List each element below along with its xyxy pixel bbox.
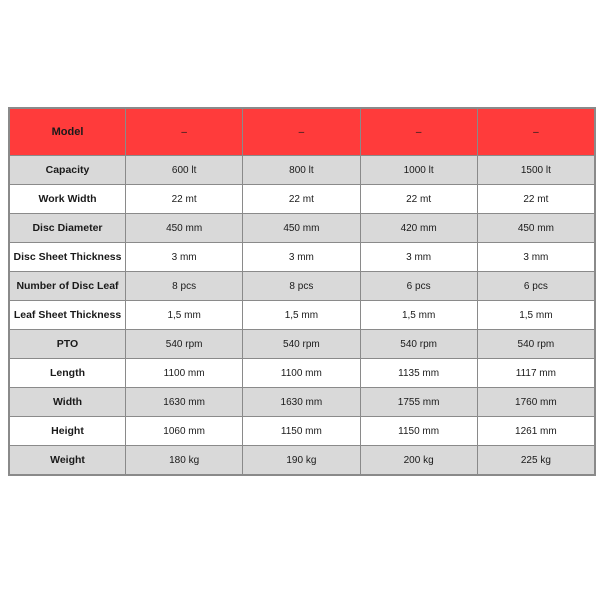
table-cell: 1100 mm [243,359,360,388]
table-cell: 3 mm [360,243,477,272]
table-cell: 450 mm [126,214,243,243]
table-row-weight [10,446,595,475]
table-cell: 800 lt [243,156,360,185]
table-row-width [10,388,595,417]
row-label: Leaf Sheet Thickness [10,301,126,330]
header-label: Model [10,109,126,156]
row-label: Length [10,359,126,388]
table-row-length [10,359,595,388]
header-model-cell-4: – [477,109,594,156]
row-label: Disc Diameter [10,214,126,243]
table-cell: 1500 lt [477,156,594,185]
table-cell: 22 mt [126,185,243,214]
table-cell: 225 kg [477,446,594,475]
spec-table-container [8,107,596,476]
table-cell: 3 mm [477,243,594,272]
table-cell: 1760 mm [477,388,594,417]
table-cell: 1261 mm [477,417,594,446]
table-cell: 1,5 mm [243,301,360,330]
table-cell: 540 rpm [360,330,477,359]
table-cell: 190 kg [243,446,360,475]
table-cell: 1000 lt [360,156,477,185]
table-cell: 22 mt [360,185,477,214]
row-label: Weight [10,446,126,475]
table-cell: 1,5 mm [477,301,594,330]
table-row-disc-diameter [10,214,595,243]
table-cell: 180 kg [126,446,243,475]
table-cell: 3 mm [243,243,360,272]
table-row-disc-sheet-thickness [10,243,595,272]
table-cell: 1755 mm [360,388,477,417]
table-cell: 1150 mm [243,417,360,446]
table-cell: 6 pcs [477,272,594,301]
table-cell: 22 mt [477,185,594,214]
table-cell: 1150 mm [360,417,477,446]
table-cell: 1,5 mm [360,301,477,330]
table-cell: 200 kg [360,446,477,475]
header-model-cell-1: – [126,109,243,156]
row-label: Height [10,417,126,446]
row-label: PTO [10,330,126,359]
table-cell: 8 pcs [243,272,360,301]
table-cell: 1060 mm [126,417,243,446]
table-cell: 1135 mm [360,359,477,388]
header-model-cell-2: – [243,109,360,156]
row-label: Work Width [10,185,126,214]
table-cell: 1630 mm [243,388,360,417]
table-cell: 600 lt [126,156,243,185]
table-cell: 6 pcs [360,272,477,301]
table-row-height [10,417,595,446]
row-label: Disc Sheet Thickness [10,243,126,272]
table-cell: 1100 mm [126,359,243,388]
header-row [10,109,595,156]
table-row-capacity [10,156,595,185]
table-cell: 3 mm [126,243,243,272]
spec-table [9,108,595,475]
table-cell: 22 mt [243,185,360,214]
table-cell: 1117 mm [477,359,594,388]
table-cell: 540 rpm [477,330,594,359]
table-cell: 540 rpm [243,330,360,359]
row-label: Number of Disc Leaf [10,272,126,301]
table-row-number-of-disc-leaf [10,272,595,301]
row-label: Width [10,388,126,417]
table-cell: 450 mm [477,214,594,243]
row-label: Capacity [10,156,126,185]
table-cell: 1630 mm [126,388,243,417]
table-row-leaf-sheet-thickness [10,301,595,330]
table-cell: 450 mm [243,214,360,243]
header-model-cell-3: – [360,109,477,156]
table-cell: 8 pcs [126,272,243,301]
table-cell: 1,5 mm [126,301,243,330]
table-cell: 420 mm [360,214,477,243]
table-cell: 540 rpm [126,330,243,359]
table-row-pto [10,330,595,359]
table-row-work-width [10,185,595,214]
